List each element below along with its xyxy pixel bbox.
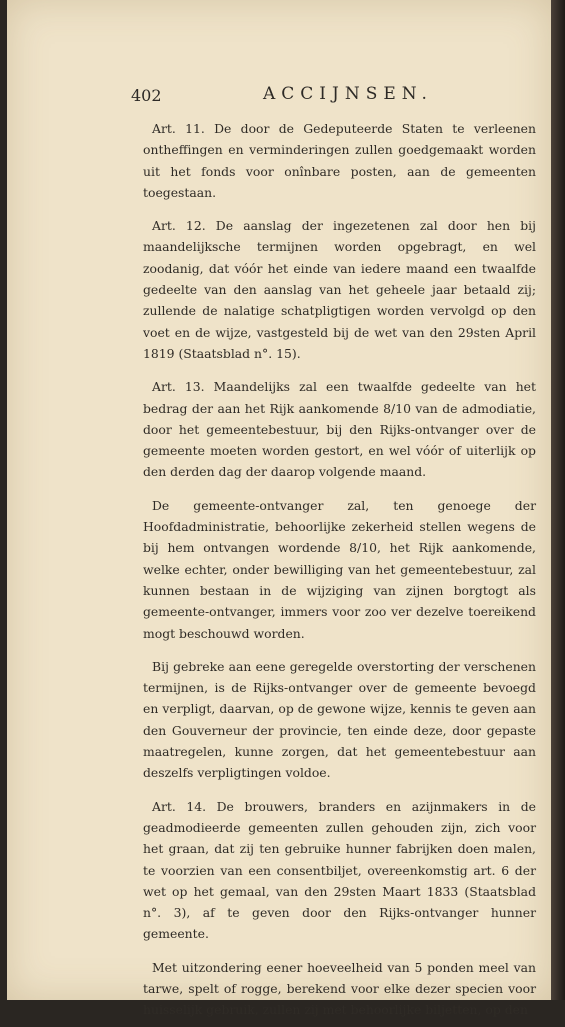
exception-paragraph: Met uitzondering eener hoeveelheid van 5 ponden meel van tarwe, spelt of rogge, berekend voor elke dezer specien voor huisselijk gebruik, zullen zij met behoorlijke biljetten, op den — [143, 959, 536, 1018]
running-title: ACCIJNSEN. — [263, 84, 433, 104]
article-13-security-paragraph: De gemeente-ontvanger zal, ten genoege der Hoofdadministratie, behoorlijke zekerheid stellen wegens de bij hem ontvangen wordende 8/10, het Rijk aankomende, welke echter, onder bewilliging van het gemeentebestuur, zal kunnen bestaan in de wijziging van zijnen borgtogt als gemeente-ontvanger, immers voor zoo ver dezelve toereikend mogt beschouwd worden. — [143, 497, 536, 641]
article-12-paragraph: Art. 12. De aanslag der ingezetenen zal door hen bij maandelijksche termijnen worden opgebragt, en wel zoodanig, dat vóór het einde van iedere maand een twaalfde gedeelte van den aanslag van het geheele jaar betaald zij; zullende de nalatige schatpligtigen worden vervolgd op den voet en de wijze, vastgesteld bij de wet van den 29sten April 1819 (Staatsblad n°. 15). — [143, 218, 536, 361]
article-13-default-paragraph: Bij gebreke aan eene geregelde overstorting der verschenen termijnen, is de Rijks-ontvanger over de gemeente bevoegd en verpligt, daarvan, op de gewone wijze, kennis te geven aan den Gouverneur der provincie, ten einde deze, door gepaste maatregelen, kunne zorgen, dat het gemeentebestuur aan deszelfs verpligtingen voldoe. — [143, 658, 536, 781]
article-11-paragraph: Art. 11. De door de Gedeputeerde Staten te verleenen ontheffingen en verminderingen zullen goedgemaakt worden uit het fonds voor onînbare posten, aan de gemeenten toegestaan. — [143, 121, 536, 200]
article-14-paragraph: Art. 14. De brouwers, branders en azijnmakers in de geadmodieerde gemeenten zullen gehouden zijn, zich voor het graan, dat zij ten gebruike hunner fabrijken doen malen, te voorzien van een consentbiljet, overeenkomstig art. 6 der wet op het gemaal, van den 29sten Maart 1833 (Staatsblad n°. 3), af te geven door den Rijks-ontvanger hunner gemeente. — [143, 798, 536, 942]
page-number: 402 — [131, 86, 162, 105]
body-text — [143, 118, 536, 1027]
page-header — [7, 84, 551, 106]
article-13-paragraph: Art. 13. Maandelijks zal een twaalfde gedeelte van het bedrag der aan het Rijk aankomende 8/10 van de admodiatie, door het gemeentebestuur, bij den Rijks-ontvanger over de gemeente moeten worden gestort, en wel vóór of uiterlijk op den derden dag der daarop volgende maand. — [143, 379, 536, 480]
book-spine-edge — [551, 0, 565, 1000]
book-page — [7, 0, 551, 1018]
